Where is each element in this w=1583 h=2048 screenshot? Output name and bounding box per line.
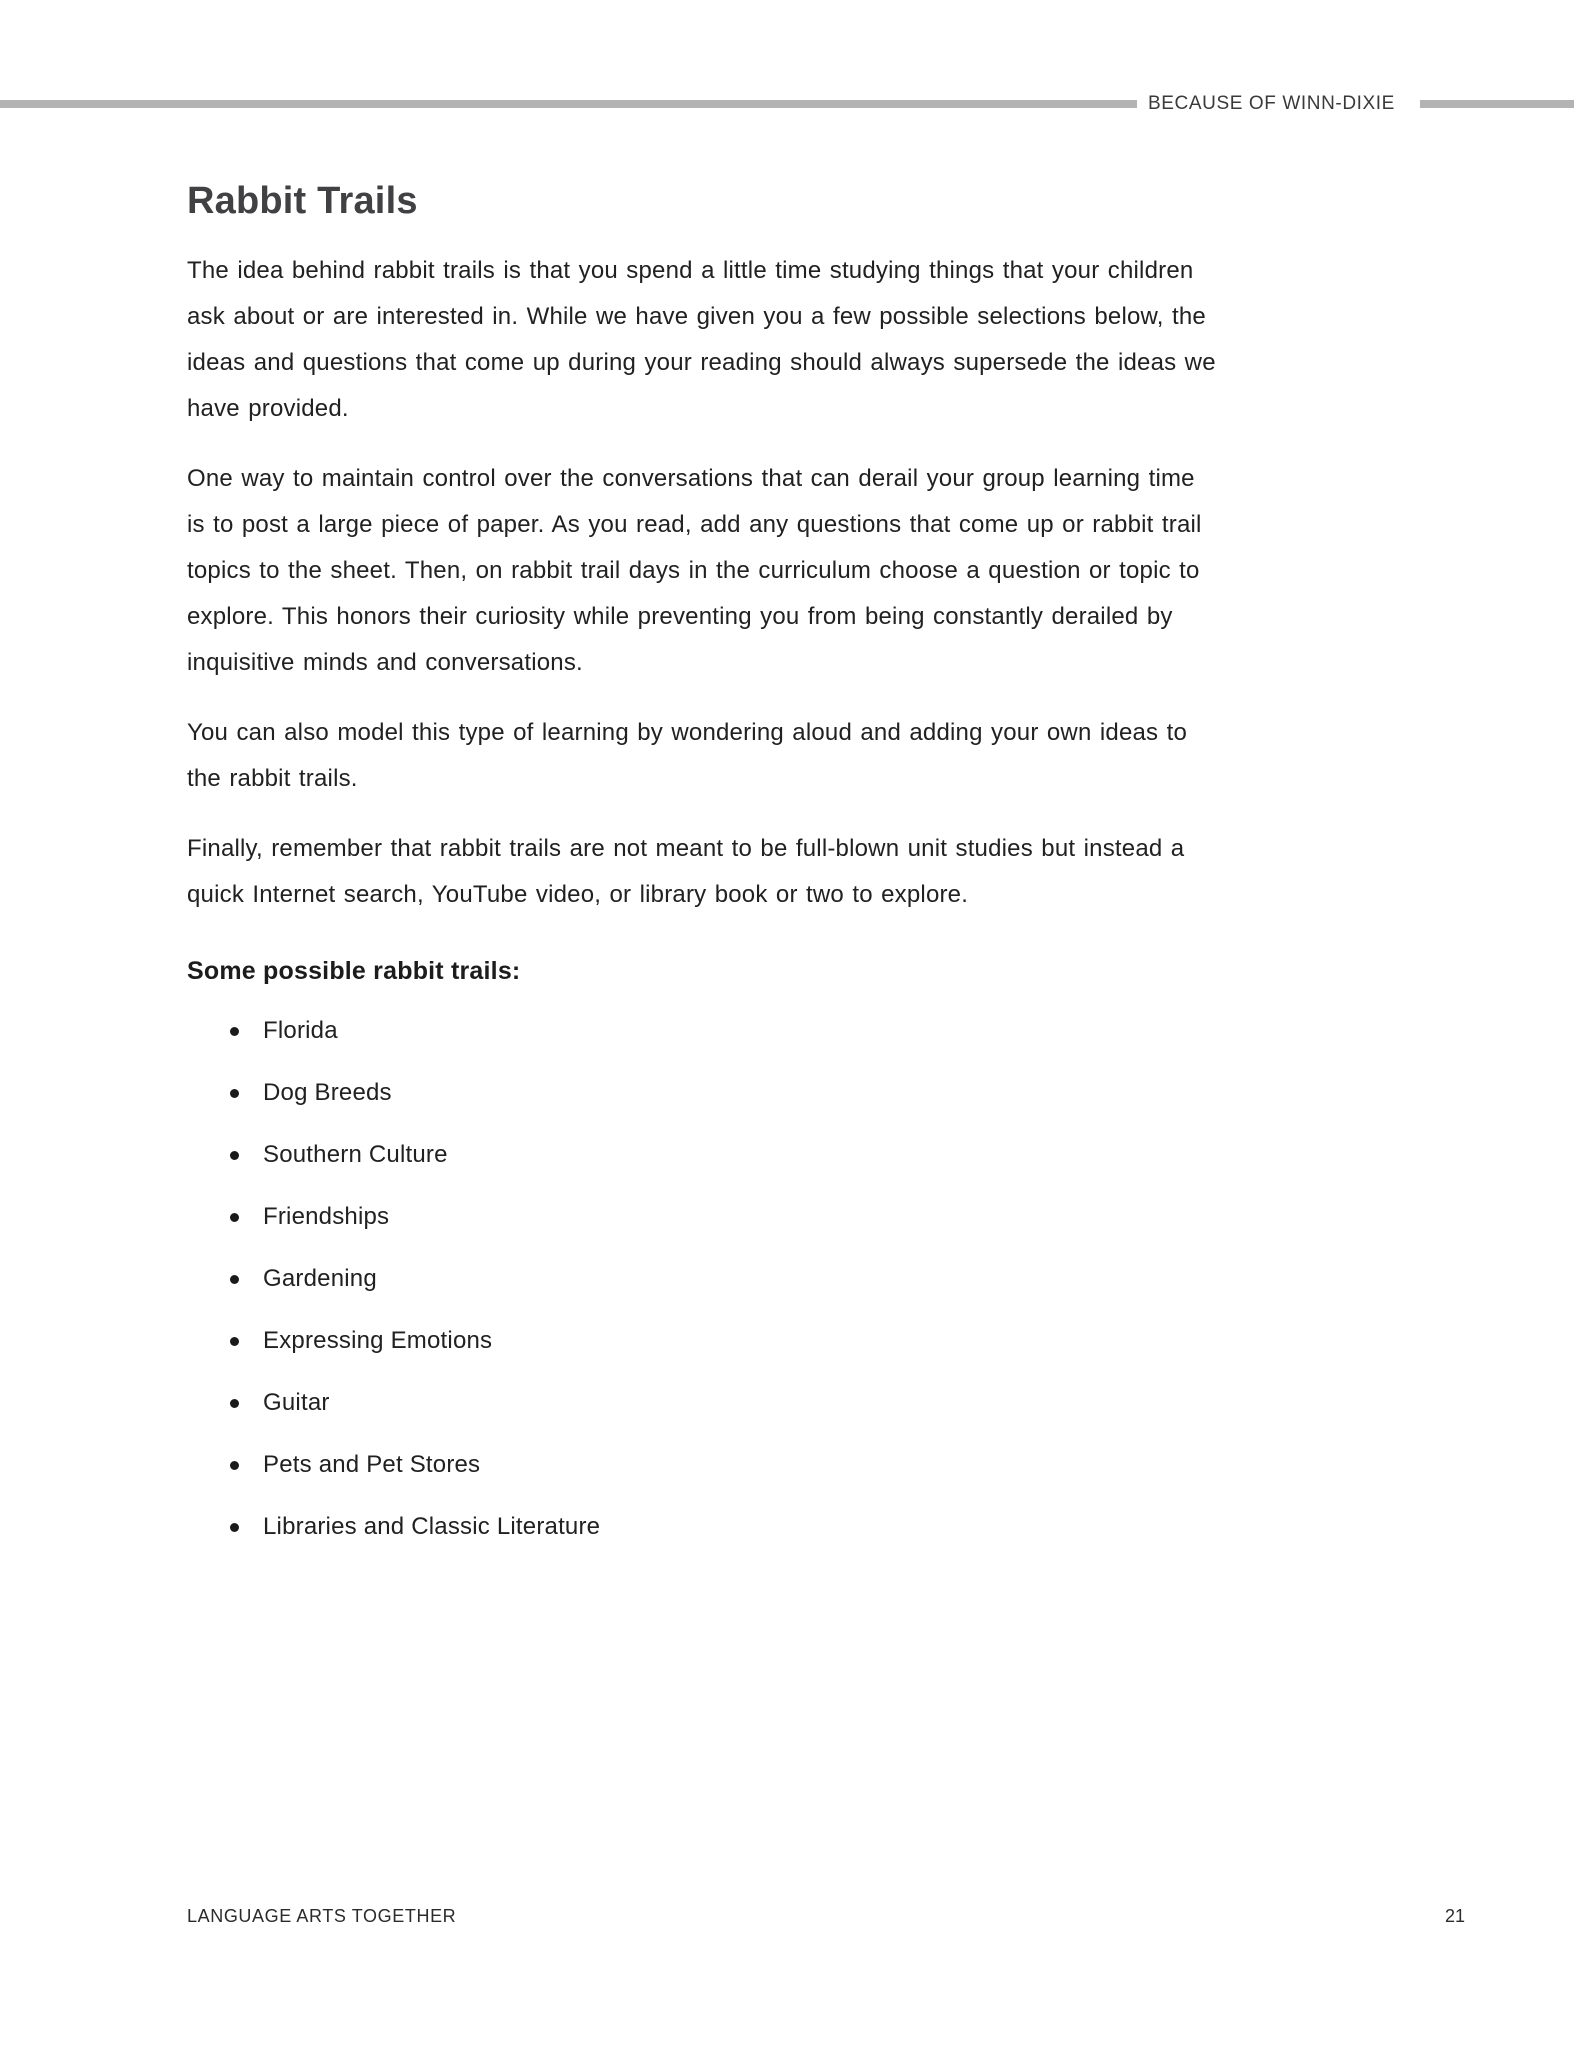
bullet-icon [230, 1461, 239, 1470]
list-item-label: Friendships [263, 1203, 390, 1230]
page-title: Rabbit Trails [187, 180, 418, 222]
list-item-label: Libraries and Classic Literature [263, 1513, 601, 1540]
list-item-label: Gardening [263, 1265, 377, 1292]
text-line: is to post a large piece of paper. As you read, add any questions that come up or rabbit trail [187, 511, 1202, 538]
paragraph-finally [187, 826, 1457, 918]
text-line: explore. This honors their curiosity while preventing you from being constantly derailed by [187, 603, 1173, 630]
list-item [187, 1442, 1457, 1488]
list-item [187, 1194, 1457, 1240]
text-line: inquisitive minds and conversations. [187, 649, 583, 676]
footer-series-title: LANGUAGE ARTS TOGETHER [187, 1906, 457, 1926]
bullet-icon [230, 1337, 239, 1346]
list-item [187, 1504, 1457, 1550]
list-item [187, 1318, 1457, 1364]
list-item-label: Expressing Emotions [263, 1327, 493, 1354]
text-line: topics to the sheet. Then, on rabbit trail days in the curriculum choose a question or topic to [187, 557, 1200, 584]
text-line: ask about or are interested in. While we have given you a few possible selections below, the [187, 303, 1206, 330]
list-item-label: Pets and Pet Stores [263, 1451, 481, 1478]
list-item [187, 1008, 1457, 1054]
text-line: Finally, remember that rabbit trails are not meant to be full-blown unit studies but instead a [187, 835, 1185, 862]
bullet-icon [230, 1275, 239, 1284]
list-item [187, 1256, 1457, 1302]
rabbit-trails-list [187, 1008, 1457, 1550]
bullet-icon [230, 1089, 239, 1098]
bullet-icon [230, 1213, 239, 1222]
bullet-icon [230, 1399, 239, 1408]
text-line: You can also model this type of learning by wondering aloud and adding your own ideas to [187, 719, 1188, 746]
subheading-possible-rabbit-trails: Some possible rabbit trails: [187, 957, 521, 985]
text-line: ideas and questions that come up during your reading should always supersede the ideas we [187, 349, 1216, 376]
list-item-label: Guitar [263, 1389, 330, 1416]
bullet-icon [230, 1151, 239, 1160]
paragraph-maintain-control [187, 456, 1457, 686]
bullet-icon [230, 1523, 239, 1532]
list-item [187, 1132, 1457, 1178]
text-line: the rabbit trails. [187, 765, 358, 792]
list-item-label: Southern Culture [263, 1141, 448, 1168]
text-column [187, 0, 1457, 1566]
list-item-label: Florida [263, 1017, 338, 1044]
text-line: quick Internet search, YouTube video, or library book or two to explore. [187, 881, 969, 908]
text-line: have provided. [187, 395, 349, 422]
list-item [187, 1380, 1457, 1426]
bullet-icon [230, 1027, 239, 1036]
running-header-title: BECAUSE OF WINN-DIXIE [1148, 93, 1395, 114]
paragraph-intro [187, 248, 1457, 432]
list-item [187, 1070, 1457, 1116]
page-number: 21 [1444, 1906, 1465, 1926]
text-line: One way to maintain control over the conversations that can derail your group learning time [187, 465, 1195, 492]
paragraph-model-learning [187, 710, 1457, 802]
text-line: The idea behind rabbit trails is that you spend a little time studying things that your children [187, 257, 1194, 284]
list-item-label: Dog Breeds [263, 1079, 392, 1106]
